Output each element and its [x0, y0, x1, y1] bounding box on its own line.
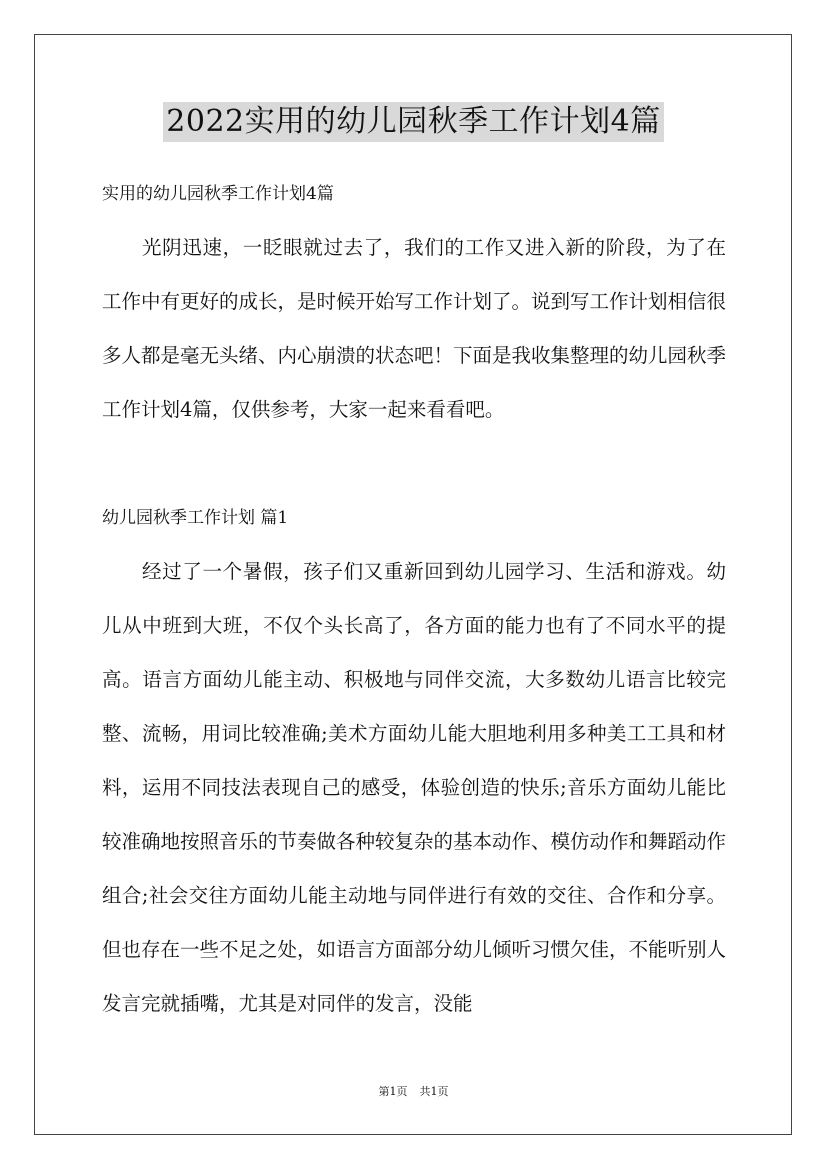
page-footer: [0, 1084, 827, 1100]
section-paragraph: 经过了一个暑假，孩子们又重新回到幼儿园学习、生活和游戏。幼儿从中班到大班，不仅个头长高了，各方面的能力也有了不同水平的提高。语言方面幼儿能主动、积极地与同伴交流，大多数幼儿语言比较完整、流畅，用词比较准确;美术方面幼儿能大胆地利用多种美工工具和材料，运用不同技法表现自己的感受，体验创造的快乐;音乐方面幼儿能比较准确地按照音乐的节奏做各种较复杂的基本动作、模仿动作和舞蹈动作组合;社会交往方面幼儿能主动地与同伴进行有效的交往、合作和分享。但也存在一些不足之处，如语言方面部分幼儿倾听习惯欠佳，不能听别人发言完就插嘴，尤其是对同伴的发言，没能: [102, 560, 727, 1015]
document-title-text: 2022实用的幼儿园秋季工作计划4篇: [163, 102, 663, 142]
section-heading: 幼儿园秋季工作计划 篇1: [102, 508, 289, 528]
page-total: 共1页: [419, 1085, 449, 1098]
page-number: 第1页: [378, 1085, 408, 1098]
document-subtitle: 实用的幼儿园秋季工作计划4篇: [102, 184, 334, 204]
document-title: [0, 101, 827, 142]
intro-paragraph: 光阴迅速，一眨眼就过去了，我们的工作又进入新的阶段，为了在工作中有更好的成长，是时候开始写工作计划了。说到写工作计划相信很多人都是毫无头绪、内心崩溃的状态吧！下面是我收集整理的幼儿园秋季工作计划4篇，仅供参考，大家一起来看看吧。: [102, 236, 727, 421]
